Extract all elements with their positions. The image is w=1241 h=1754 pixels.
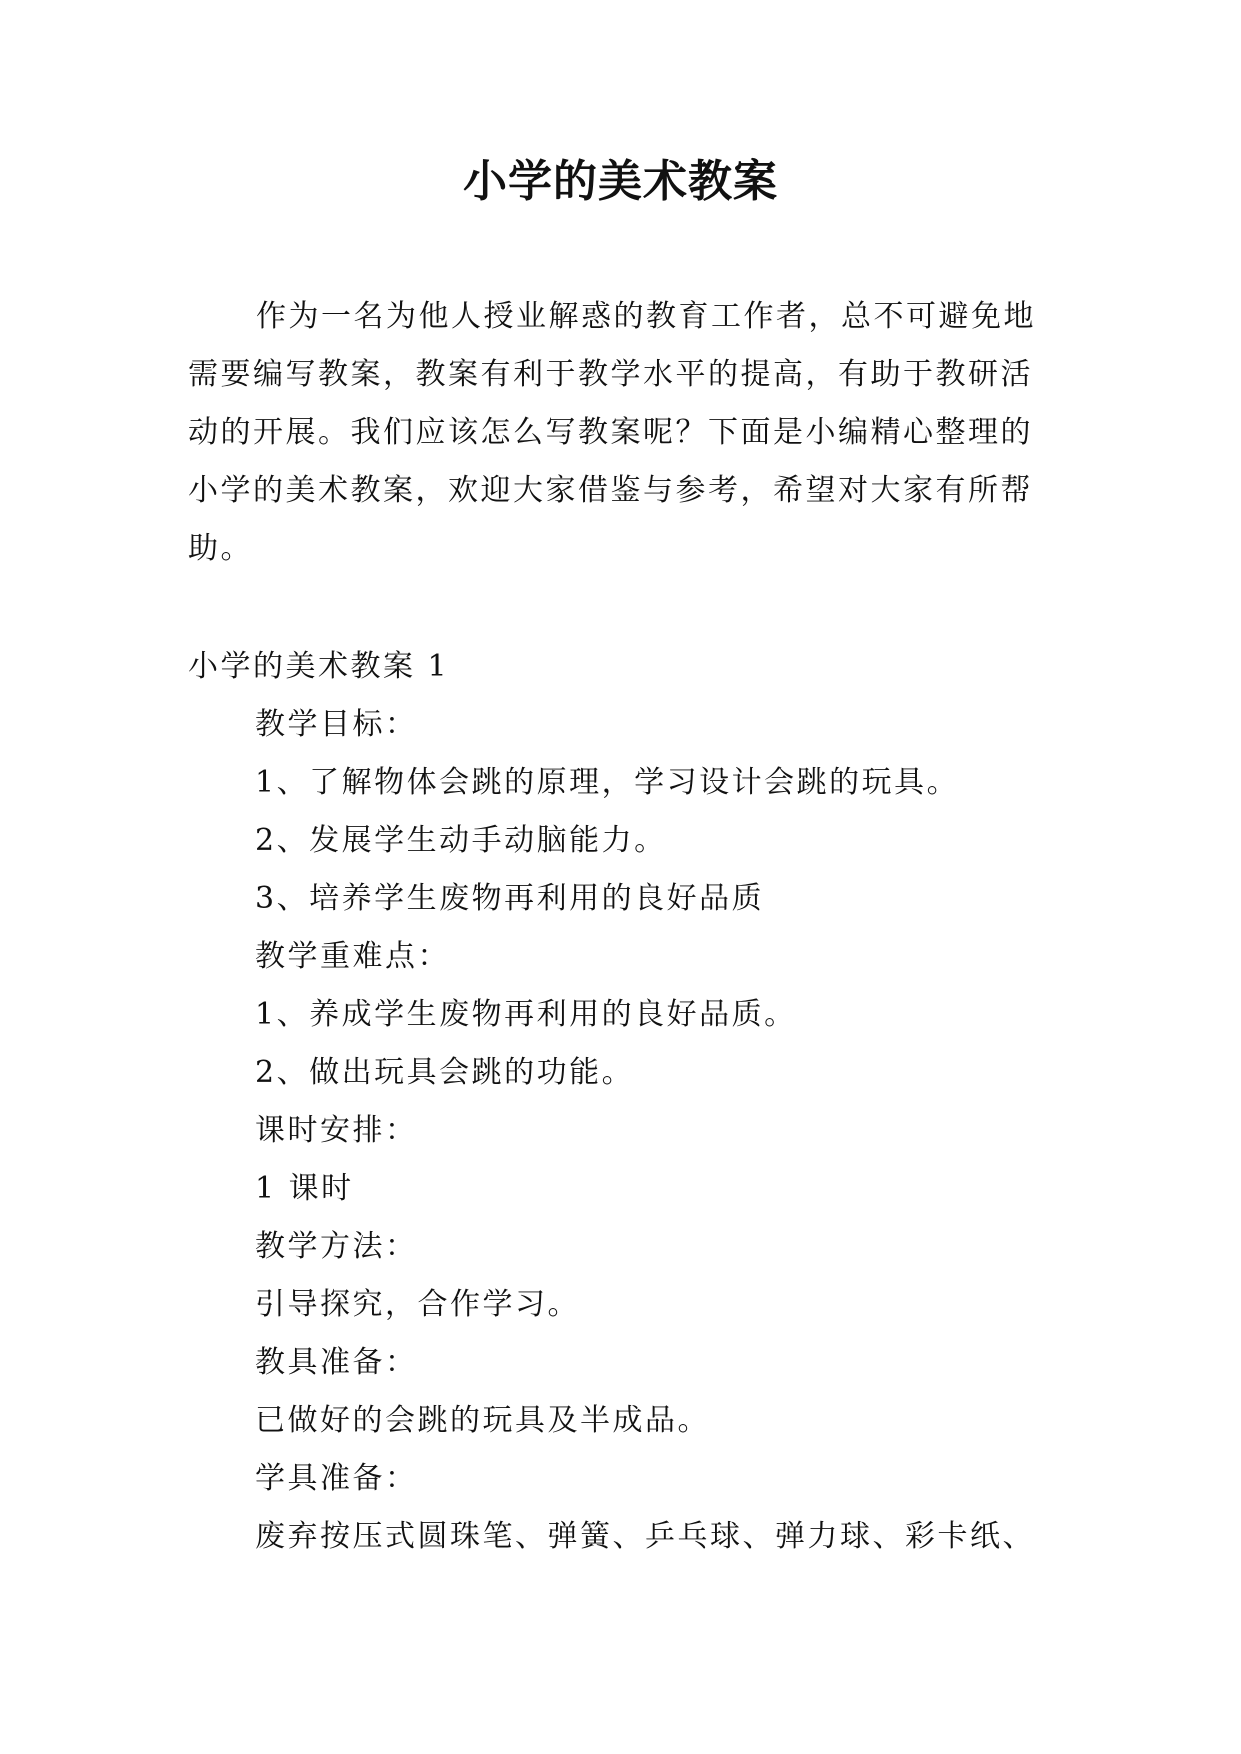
line-schedule-label: 课时安排： (255, 1113, 418, 1148)
line-method-label: 教学方法： (255, 1229, 418, 1264)
section-heading: 小学的美术教案 1 (188, 649, 450, 684)
line-schedule-value: 1 课时 (255, 1171, 354, 1206)
line-teacher-tools-value: 已做好的会跳的玩具及半成品。 (255, 1403, 710, 1438)
line-teaching-goals-label: 教学目标： (255, 707, 418, 742)
line-key-point-2: 2、做出玩具会跳的功能。 (255, 1055, 635, 1090)
line-goal-3: 3、培养学生废物再利用的良好品质 (255, 881, 765, 916)
line-key-points-label: 教学重难点： (255, 939, 450, 974)
line-method-value: 引导探究，合作学习。 (255, 1287, 580, 1322)
line-student-tools-value: 废弃按压式圆珠笔、弹簧、乒乓球、弹力球、彩卡纸、 (255, 1519, 1035, 1554)
line-key-point-1: 1、养成学生废物再利用的良好品质。 (255, 997, 797, 1032)
line-teacher-tools-label: 教具准备： (255, 1345, 418, 1380)
line-student-tools-label: 学具准备： (255, 1461, 418, 1496)
line-goal-1: 1、了解物体会跳的原理，学习设计会跳的玩具。 (255, 765, 960, 800)
lesson-plan-lines (255, 696, 1075, 1566)
intro-paragraph: 作为一名为他人授业解惑的教育工作者，总不可避免地需要编写教案，教案有利于教学水平的提高，有助于教研活动的开展。我们应该怎么写教案呢？下面是小编精心整理的小学的美术教案，欢迎大家借鉴与参考，希望对大家有所帮助。 (188, 299, 1036, 566)
line-goal-2: 2、发展学生动手动脑能力。 (255, 823, 667, 858)
document-title: 小学的美术教案 (463, 156, 778, 207)
